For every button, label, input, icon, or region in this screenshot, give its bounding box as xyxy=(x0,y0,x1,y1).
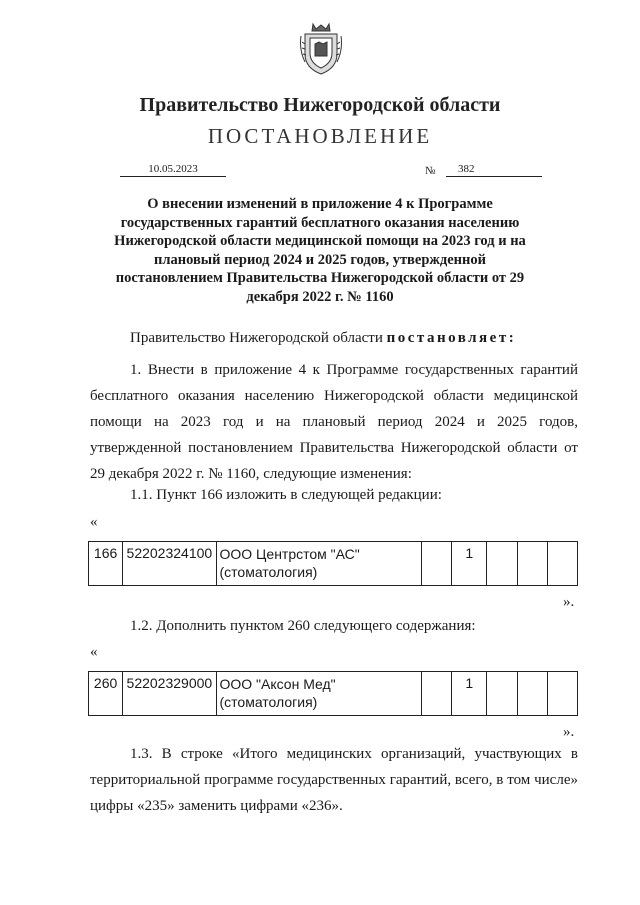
intro-paragraph xyxy=(130,330,516,347)
quote-close: ». xyxy=(563,724,575,740)
row-cell-empty xyxy=(547,672,577,716)
row-cell-empty xyxy=(487,672,517,716)
doc-title: О внесении изменений в приложение 4 к Программе государственных гарантий бесплатного оказания населению Нижегородской области медицинской помощи на 2023 год и на плановый период 2024 и 2025 годов, утвержденной постановлением Правительства Нижегородской области от 29 декабря 2022 г. № 1160 xyxy=(114,196,526,305)
row-code: 52202329000 xyxy=(123,672,216,716)
row-cell-empty xyxy=(421,672,451,716)
table-row xyxy=(88,541,578,586)
row-cell-empty xyxy=(547,542,577,586)
intro-prefix: Правительство Нижегородской области xyxy=(130,330,387,346)
item-1: 1. Внести в приложение 4 к Программе государственных гарантий бесплатного оказания населению Нижегородской области медицинской помощи на 2023 год и на плановый период 2024 и 2025 годов, утвержденной постановлением Правительства Нижегородской области от 29 декабря 2022 г. № 1160, следующие изменения: xyxy=(90,362,578,482)
row-cell-empty xyxy=(421,542,451,586)
row-cell-empty xyxy=(517,672,547,716)
row-number: 166 xyxy=(89,542,123,586)
item-1-2: 1.2. Дополнить пунктом 260 следующего содержания: xyxy=(130,618,476,634)
intro-verb: постановляет: xyxy=(386,330,517,346)
org-title: Правительство Нижегородской области xyxy=(139,94,501,116)
row-mark: 1 xyxy=(452,672,487,716)
quote-open: « xyxy=(90,514,98,530)
row-code: 52202324100 xyxy=(123,542,216,586)
number-sign: № xyxy=(425,165,436,177)
quote-close: ». xyxy=(563,594,575,610)
quote-open: « xyxy=(90,644,98,660)
doc-type: ПОСТАНОВЛЕНИЕ xyxy=(207,124,433,148)
row-mark: 1 xyxy=(452,542,487,586)
item-1-3: 1.3. В строке «Итого медицинских организаций, участвующих в территориальной программе государственных гарантий, всего, в том числе» цифры «235» заменить цифрами «236». xyxy=(90,746,578,814)
row-org-name: ООО Центрстом "АС" (стоматология) xyxy=(216,542,421,586)
item-1-1: 1.1. Пункт 166 изложить в следующей редакции: xyxy=(130,487,442,503)
row-number: 260 xyxy=(89,672,123,716)
row-cell-empty xyxy=(517,542,547,586)
table-row xyxy=(88,671,578,716)
row-cell-empty xyxy=(487,542,517,586)
row-org-name: ООО "Аксон Мед" (стоматология) xyxy=(216,672,421,716)
coat-of-arms-icon xyxy=(299,22,343,76)
doc-date: 10.05.2023 xyxy=(120,163,226,177)
doc-number: 382 xyxy=(446,163,542,177)
